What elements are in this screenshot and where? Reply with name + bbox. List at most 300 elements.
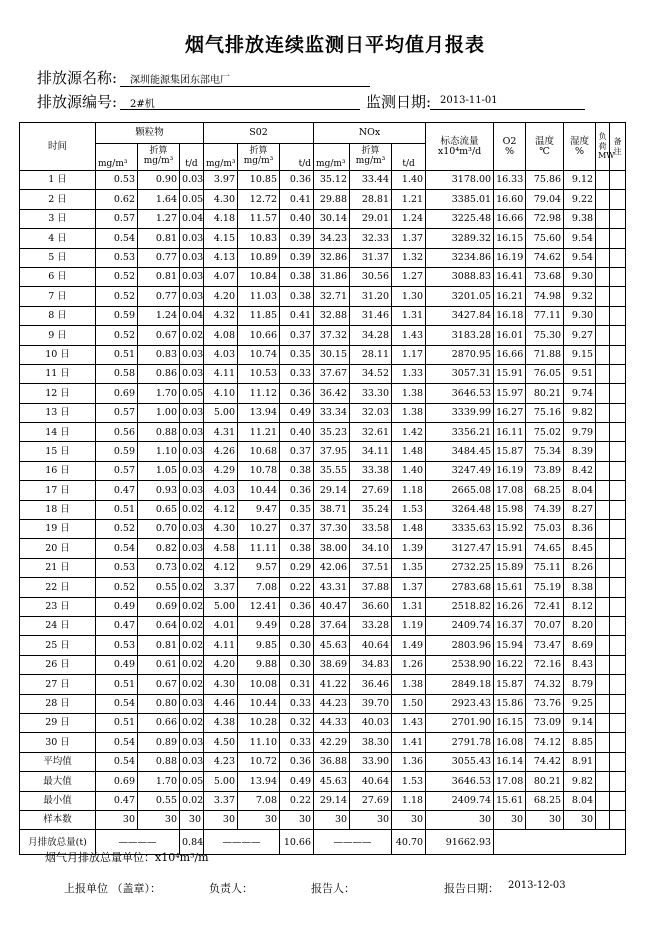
cell-so2c: 9.88 xyxy=(238,655,280,674)
cell-so2: 4.12 xyxy=(204,558,238,577)
row-time: 最小值 xyxy=(20,791,96,810)
cell-load xyxy=(596,616,610,635)
cell-remark xyxy=(610,772,626,791)
cell-pm: 0.54 xyxy=(96,733,138,752)
cell-temp: 72.16 xyxy=(526,655,564,674)
cell-temp: 71.88 xyxy=(526,345,564,364)
cell-so2: 5.00 xyxy=(204,772,238,791)
cell-so2c: 9.49 xyxy=(238,616,280,635)
cell-load xyxy=(596,326,610,345)
cell-pmt: 0.02 xyxy=(180,791,204,810)
cell-flow: 3127.47 xyxy=(426,539,494,558)
cell-nox: 36.42 xyxy=(314,384,350,403)
cell-load xyxy=(596,364,610,383)
cell-pm: 0.47 xyxy=(96,616,138,635)
nox-conv-subheader: 折算 mg/m³ xyxy=(350,144,392,171)
cell-so2c: 10.74 xyxy=(238,345,280,364)
cell-pmt: 0.03 xyxy=(180,733,204,752)
cell-o2: 15.97 xyxy=(494,384,526,403)
cell-hum: 9.54 xyxy=(564,229,596,248)
cell-pmc: 1.27 xyxy=(138,209,180,228)
cell-o2: 16.33 xyxy=(494,171,526,190)
cell-remark xyxy=(610,423,626,442)
cell-load xyxy=(596,287,610,306)
cell-pm: 0.51 xyxy=(96,713,138,732)
cell-flow: 3264.48 xyxy=(426,500,494,519)
cell-pmt: 0.05 xyxy=(180,772,204,791)
cell-temp: 68.25 xyxy=(526,481,564,500)
cell-nox: 37.95 xyxy=(314,442,350,461)
cell-so2: 4.26 xyxy=(204,442,238,461)
table-row xyxy=(20,267,626,286)
cell-nox: 37.67 xyxy=(314,364,350,383)
cell-noxt: 1.38 xyxy=(392,675,426,694)
cell-so2: 4.20 xyxy=(204,287,238,306)
cell-hum: 8.45 xyxy=(564,539,596,558)
cell-remark xyxy=(610,190,626,209)
cell-o2: 15.61 xyxy=(494,578,526,597)
cell-flow: 3178.00 xyxy=(426,171,494,190)
cell-noxc: 32.03 xyxy=(350,403,392,422)
cell-so2t: 0.33 xyxy=(280,733,314,752)
cell-so2: 4.12 xyxy=(204,500,238,519)
cell-remark xyxy=(610,326,626,345)
so2-td-subheader: t/d xyxy=(280,144,314,171)
table-row xyxy=(20,209,626,228)
cell-flow: 2409.74 xyxy=(426,616,494,635)
row-time: 13 日 xyxy=(20,403,96,422)
cell-so2c: 13.94 xyxy=(238,772,280,791)
col-o2-header: O2 % xyxy=(494,123,526,171)
table-row xyxy=(20,461,626,480)
row-time: 25 日 xyxy=(20,636,96,655)
cell-pmc: 1.05 xyxy=(138,461,180,480)
cell-temp: 74.98 xyxy=(526,287,564,306)
cell-pmt: 0.03 xyxy=(180,248,204,267)
cell-load xyxy=(596,384,610,403)
table-row xyxy=(20,713,626,732)
cell-nox: 29.14 xyxy=(314,481,350,500)
cell-hum: 8.91 xyxy=(564,752,596,771)
cell-pmt: 0.02 xyxy=(180,597,204,616)
pm-td-subheader: t/d xyxy=(180,144,204,171)
cell-o2: 16.01 xyxy=(494,326,526,345)
cell-o2: 16.15 xyxy=(494,229,526,248)
cell-so2: 4.11 xyxy=(204,364,238,383)
cell-noxc: 29.01 xyxy=(350,209,392,228)
total-nox: 40.70 xyxy=(392,830,426,855)
cell-o2: 15.92 xyxy=(494,520,526,539)
cell-pmt: 0.02 xyxy=(180,616,204,635)
cell-temp: 75.02 xyxy=(526,423,564,442)
cell-remark xyxy=(610,752,626,771)
table-row xyxy=(20,345,626,364)
cell-noxt: 1.53 xyxy=(392,500,426,519)
cell-so2c: 10.78 xyxy=(238,461,280,480)
cell-pmt: 0.03 xyxy=(180,461,204,480)
cell-o2: 15.87 xyxy=(494,442,526,461)
cell-temp: 73.09 xyxy=(526,713,564,732)
cell-temp: 30 xyxy=(526,810,564,829)
table-row xyxy=(20,403,626,422)
cell-pmc: 0.55 xyxy=(138,791,180,810)
cell-pmt: 0.03 xyxy=(180,694,204,713)
cell-o2: 16.66 xyxy=(494,345,526,364)
cell-noxc: 33.44 xyxy=(350,171,392,190)
table-row xyxy=(20,520,626,539)
cell-remark xyxy=(610,655,626,674)
cell-noxc: 37.88 xyxy=(350,578,392,597)
cell-o2: 15.94 xyxy=(494,636,526,655)
so2-conv-subheader: 折算 mg/m³ xyxy=(238,144,280,171)
table-row xyxy=(20,481,626,500)
cell-o2: 15.91 xyxy=(494,364,526,383)
cell-noxt: 1.39 xyxy=(392,539,426,558)
cell-noxc: 37.51 xyxy=(350,558,392,577)
cell-pm: 0.56 xyxy=(96,423,138,442)
row-time: 10 日 xyxy=(20,345,96,364)
cell-noxc: 30.56 xyxy=(350,267,392,286)
cell-remark xyxy=(610,791,626,810)
group-so2-header: S02 xyxy=(204,123,314,144)
cell-pm: 0.52 xyxy=(96,267,138,286)
cell-pm: 0.51 xyxy=(96,500,138,519)
cell-noxt: 1.30 xyxy=(392,287,426,306)
cell-nox: 38.69 xyxy=(314,655,350,674)
cell-remark xyxy=(610,364,626,383)
cell-so2t: 0.40 xyxy=(280,423,314,442)
table-row xyxy=(20,539,626,558)
cell-o2: 16.19 xyxy=(494,461,526,480)
cell-o2: 16.21 xyxy=(494,287,526,306)
cell-noxt: 1.48 xyxy=(392,520,426,539)
row-time: 5 日 xyxy=(20,248,96,267)
cell-so2: 5.00 xyxy=(204,597,238,616)
cell-o2: 16.18 xyxy=(494,306,526,325)
cell-temp: 73.68 xyxy=(526,267,564,286)
cell-noxt: 1.38 xyxy=(392,384,426,403)
cell-pmt: 0.03 xyxy=(180,481,204,500)
reporter-label: 上报单位 （盖章）： xyxy=(64,882,161,895)
cell-remark xyxy=(610,287,626,306)
table-row xyxy=(20,694,626,713)
cell-hum: 9.51 xyxy=(564,364,596,383)
cell-so2t: 0.36 xyxy=(280,752,314,771)
cell-load xyxy=(596,229,610,248)
cell-hum: 8.26 xyxy=(564,558,596,577)
cell-load xyxy=(596,810,610,829)
cell-so2c: 11.85 xyxy=(238,306,280,325)
cell-o2: 16.15 xyxy=(494,713,526,732)
cell-noxc: 34.28 xyxy=(350,326,392,345)
cell-remark xyxy=(610,442,626,461)
cell-hum: 9.12 xyxy=(564,171,596,190)
cell-o2: 30 xyxy=(494,810,526,829)
cell-so2: 4.46 xyxy=(204,694,238,713)
cell-noxc: 31.20 xyxy=(350,287,392,306)
table-row xyxy=(20,248,626,267)
cell-flow: 3055.43 xyxy=(426,752,494,771)
cell-flow: 3183.28 xyxy=(426,326,494,345)
cell-flow: 3646.53 xyxy=(426,772,494,791)
cell-noxt: 1.31 xyxy=(392,306,426,325)
row-time: 28 日 xyxy=(20,694,96,713)
cell-hum: 8.39 xyxy=(564,442,596,461)
cell-temp: 75.16 xyxy=(526,403,564,422)
cell-load xyxy=(596,500,610,519)
row-time: 2 日 xyxy=(20,190,96,209)
cell-noxc: 36.60 xyxy=(350,597,392,616)
cell-load xyxy=(596,248,610,267)
cell-so2c: 10.68 xyxy=(238,442,280,461)
cell-nox: 42.29 xyxy=(314,733,350,752)
cell-pm: 0.54 xyxy=(96,229,138,248)
cell-so2c: 7.08 xyxy=(238,791,280,810)
cell-pm: 0.52 xyxy=(96,520,138,539)
table-row xyxy=(20,384,626,403)
cell-pmc: 0.67 xyxy=(138,326,180,345)
cell-nox: 32.86 xyxy=(314,248,350,267)
cell-hum: 9.79 xyxy=(564,423,596,442)
cell-pmt: 0.05 xyxy=(180,190,204,209)
cell-pm: 0.52 xyxy=(96,287,138,306)
cell-noxt: 1.37 xyxy=(392,578,426,597)
cell-nox: 44.23 xyxy=(314,694,350,713)
col-load-header: 负荷 MW xyxy=(596,123,610,171)
date-row xyxy=(366,91,431,112)
cell-so2t: 0.39 xyxy=(280,248,314,267)
row-time: 15 日 xyxy=(20,442,96,461)
cell-nox: 33.34 xyxy=(314,403,350,422)
cell-flow: 3088.83 xyxy=(426,267,494,286)
cell-noxc: 31.37 xyxy=(350,248,392,267)
cell-noxc: 27.69 xyxy=(350,481,392,500)
source-id-row xyxy=(37,91,117,112)
cell-pmc: 0.88 xyxy=(138,752,180,771)
cell-remark xyxy=(610,229,626,248)
cell-noxt: 1.43 xyxy=(392,713,426,732)
cell-pmt: 0.03 xyxy=(180,287,204,306)
cell-pm: 0.53 xyxy=(96,558,138,577)
table-row xyxy=(20,423,626,442)
cell-pmc: 0.64 xyxy=(138,616,180,635)
cell-so2c: 10.85 xyxy=(238,171,280,190)
cell-so2t: 0.30 xyxy=(280,636,314,655)
cell-load xyxy=(596,636,610,655)
cell-noxt: 1.50 xyxy=(392,694,426,713)
cell-pmc: 1.24 xyxy=(138,306,180,325)
cell-o2: 16.66 xyxy=(494,209,526,228)
cell-o2: 16.41 xyxy=(494,267,526,286)
cell-o2: 15.87 xyxy=(494,675,526,694)
cell-nox: 34.23 xyxy=(314,229,350,248)
unit-note: 烟气月排放总量单位：x10⁴m³/m xyxy=(45,851,209,864)
row-time: 26 日 xyxy=(20,655,96,674)
cell-o2: 16.26 xyxy=(494,597,526,616)
table-row xyxy=(20,791,626,810)
cell-flow: 3339.99 xyxy=(426,403,494,422)
cell-hum: 9.82 xyxy=(564,772,596,791)
cell-so2t: 30 xyxy=(280,810,314,829)
cell-pmc: 0.69 xyxy=(138,597,180,616)
cell-noxt: 1.19 xyxy=(392,616,426,635)
cell-pmt: 30 xyxy=(180,810,204,829)
table-row xyxy=(20,752,626,771)
cell-load xyxy=(596,752,610,771)
source-name-underline xyxy=(120,86,370,87)
cell-pmc: 0.80 xyxy=(138,694,180,713)
cell-remark xyxy=(610,403,626,422)
cell-pm: 0.53 xyxy=(96,248,138,267)
cell-temp: 76.05 xyxy=(526,364,564,383)
cell-remark xyxy=(610,636,626,655)
table-row xyxy=(20,675,626,694)
cell-so2t: 0.38 xyxy=(280,267,314,286)
cell-pmt: 0.02 xyxy=(180,655,204,674)
cell-flow: 3646.53 xyxy=(426,384,494,403)
cell-remark xyxy=(610,539,626,558)
cell-so2t: 0.31 xyxy=(280,675,314,694)
cell-temp: 74.12 xyxy=(526,733,564,752)
cell-hum: 9.25 xyxy=(564,694,596,713)
cell-so2: 4.03 xyxy=(204,345,238,364)
cell-noxc: 40.64 xyxy=(350,636,392,655)
cell-remark xyxy=(610,306,626,325)
cell-hum: 8.69 xyxy=(564,636,596,655)
cell-noxt: 1.17 xyxy=(392,345,426,364)
col-time-header: 时间 xyxy=(20,123,96,171)
cell-remark xyxy=(610,248,626,267)
cell-flow: 2923.43 xyxy=(426,694,494,713)
cell-so2t: 0.38 xyxy=(280,539,314,558)
cell-so2: 4.07 xyxy=(204,267,238,286)
cell-so2c: 11.03 xyxy=(238,287,280,306)
cell-pmc: 0.89 xyxy=(138,733,180,752)
cell-temp: 75.86 xyxy=(526,171,564,190)
cell-o2: 16.37 xyxy=(494,616,526,635)
table-row xyxy=(20,326,626,345)
cell-pmc: 0.61 xyxy=(138,655,180,674)
row-time: 23 日 xyxy=(20,597,96,616)
cell-remark xyxy=(610,616,626,635)
cell-load xyxy=(596,423,610,442)
cell-o2: 17.08 xyxy=(494,481,526,500)
cell-hum: 8.42 xyxy=(564,461,596,480)
cell-so2: 4.10 xyxy=(204,384,238,403)
cell-load xyxy=(596,481,610,500)
row-time: 27 日 xyxy=(20,675,96,694)
cell-flow: 3057.31 xyxy=(426,364,494,383)
cell-nox: 37.64 xyxy=(314,616,350,635)
cell-flow: 2870.95 xyxy=(426,345,494,364)
cell-so2t: 0.35 xyxy=(280,345,314,364)
cell-flow: 2538.90 xyxy=(426,655,494,674)
cell-pmt: 0.03 xyxy=(180,423,204,442)
cell-so2c: 10.66 xyxy=(238,326,280,345)
source-name-value: 深圳能源集团东部电厂 xyxy=(130,75,230,86)
cell-load xyxy=(596,791,610,810)
cell-pmc: 0.81 xyxy=(138,636,180,655)
cell-pmt: 0.03 xyxy=(180,171,204,190)
cell-noxt: 1.42 xyxy=(392,423,426,442)
cell-hum: 9.74 xyxy=(564,384,596,403)
cell-pm: 0.69 xyxy=(96,772,138,791)
cell-pmt: 0.02 xyxy=(180,326,204,345)
cell-remark xyxy=(610,733,626,752)
table-row xyxy=(20,171,626,190)
cell-temp: 72.41 xyxy=(526,597,564,616)
cell-flow: 2665.08 xyxy=(426,481,494,500)
cell-temp: 73.89 xyxy=(526,461,564,480)
cell-pmc: 0.93 xyxy=(138,481,180,500)
cell-temp: 74.39 xyxy=(526,500,564,519)
cell-noxt: 1.41 xyxy=(392,733,426,752)
cell-flow: 2701.90 xyxy=(426,713,494,732)
row-time: 29 日 xyxy=(20,713,96,732)
cell-pmc: 0.67 xyxy=(138,675,180,694)
cell-o2: 16.14 xyxy=(494,752,526,771)
cell-so2t: 0.32 xyxy=(280,713,314,732)
cell-flow: 2783.68 xyxy=(426,578,494,597)
cell-noxt: 1.37 xyxy=(392,229,426,248)
col-remark-header: 备注 xyxy=(610,123,626,171)
cell-pmt: 0.02 xyxy=(180,558,204,577)
cell-so2t: 0.38 xyxy=(280,461,314,480)
cell-noxc: 40.64 xyxy=(350,772,392,791)
cell-noxt: 1.43 xyxy=(392,326,426,345)
total-pm-dash: ———— xyxy=(96,830,180,855)
row-time: 9 日 xyxy=(20,326,96,345)
cell-noxc: 27.69 xyxy=(350,791,392,810)
cell-noxt: 1.36 xyxy=(392,752,426,771)
cell-load xyxy=(596,190,610,209)
cell-remark xyxy=(610,810,626,829)
source-name-row xyxy=(37,67,117,88)
cell-o2: 16.27 xyxy=(494,403,526,422)
cell-pm: 0.54 xyxy=(96,539,138,558)
row-time: 30 日 xyxy=(20,733,96,752)
cell-temp: 68.25 xyxy=(526,791,564,810)
cell-so2t: 0.37 xyxy=(280,326,314,345)
cell-noxt: 1.27 xyxy=(392,267,426,286)
table-row xyxy=(20,364,626,383)
cell-temp: 75.60 xyxy=(526,229,564,248)
cell-o2: 15.61 xyxy=(494,791,526,810)
cell-hum: 8.04 xyxy=(564,481,596,500)
cell-flow: 2732.25 xyxy=(426,558,494,577)
cell-so2c: 11.12 xyxy=(238,384,280,403)
cell-o2: 16.60 xyxy=(494,190,526,209)
cell-so2: 4.50 xyxy=(204,733,238,752)
cell-pmt: 0.02 xyxy=(180,578,204,597)
cell-remark xyxy=(610,558,626,577)
cell-pmc: 0.65 xyxy=(138,500,180,519)
col-temp-header: 温度 ℃ xyxy=(526,123,564,171)
cell-remark xyxy=(610,694,626,713)
cell-so2c: 11.10 xyxy=(238,733,280,752)
cell-pmc: 1.00 xyxy=(138,403,180,422)
cell-remark xyxy=(610,461,626,480)
cell-pmt: 0.03 xyxy=(180,403,204,422)
cell-load xyxy=(596,578,610,597)
cell-hum: 8.04 xyxy=(564,791,596,810)
cell-noxc: 30 xyxy=(350,810,392,829)
cell-so2c: 10.84 xyxy=(238,267,280,286)
cell-so2: 4.01 xyxy=(204,616,238,635)
cell-temp: 72.98 xyxy=(526,209,564,228)
cell-noxc: 31.46 xyxy=(350,306,392,325)
row-time: 16 日 xyxy=(20,461,96,480)
